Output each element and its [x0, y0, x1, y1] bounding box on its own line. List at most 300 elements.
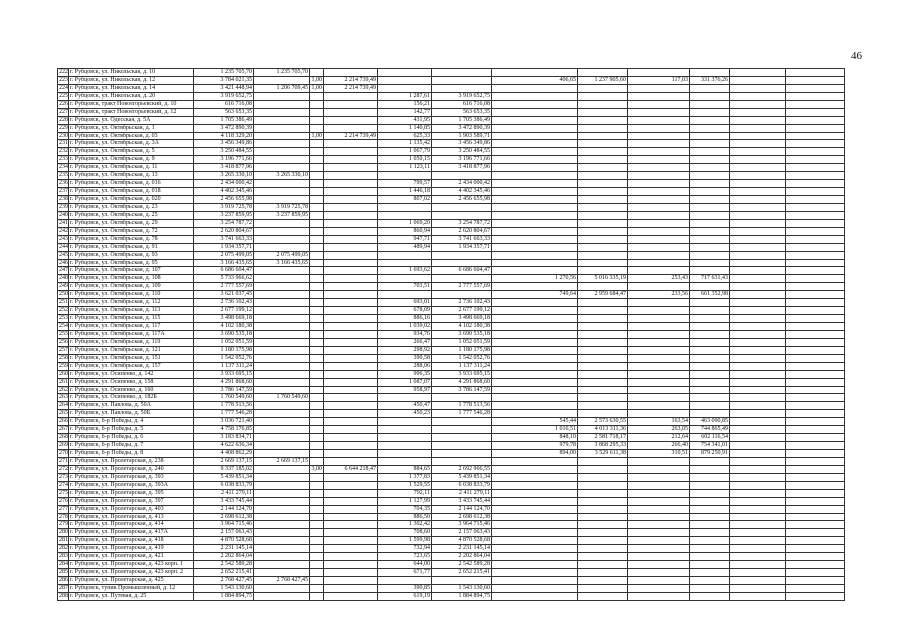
- value-cell: 212,64: [628, 434, 690, 442]
- value-cell: [324, 592, 378, 600]
- value-cell: [730, 457, 786, 465]
- value-cell: 3 237 859,95: [194, 211, 254, 219]
- address-cell: г. Рубцовск, ул. Октябрьская, д. 117: [69, 323, 194, 331]
- table-row: [58, 196, 845, 204]
- value-cell: 3 933 695,15: [432, 370, 492, 378]
- value-cell: [378, 172, 432, 180]
- row-number-cell: 256: [59, 338, 68, 345]
- table-row: [58, 378, 845, 386]
- empty-cell: [786, 172, 845, 180]
- address-cell: г. Рубцовск, ул. Октябрьская, д. 157: [69, 362, 194, 370]
- value-cell: [254, 450, 310, 458]
- value-cell: [492, 497, 578, 505]
- empty-cell: [786, 489, 845, 497]
- row-number-cell: 243: [59, 235, 68, 242]
- value-cell: 6 038 833,79: [432, 481, 492, 489]
- value-cell: [324, 362, 378, 370]
- address-cell: г. Рубцовск, тупик Промышленный, д. 12: [69, 584, 194, 592]
- value-cell: 3 433 745,44: [432, 497, 492, 505]
- empty-cell: [786, 394, 845, 402]
- value-cell: [310, 108, 324, 116]
- address-cell: г. Рубцовск, ул. Октябрьская, д. 5: [69, 148, 194, 156]
- value-cell: [578, 561, 628, 569]
- value-cell: [254, 529, 310, 537]
- value-cell: [310, 584, 324, 592]
- value-cell: 3 036 721,40: [194, 418, 254, 426]
- value-cell: [492, 164, 578, 172]
- value-cell: [690, 592, 730, 600]
- address-cell: г. Рубцовск, ул. Октябрьская, д. 03: [69, 132, 194, 140]
- value-cell: [730, 227, 786, 235]
- value-cell: 4 402 345,46: [432, 188, 492, 196]
- value-cell: [730, 577, 786, 585]
- value-cell: [578, 323, 628, 331]
- value-cell: 1 180 175,98: [194, 346, 254, 354]
- value-cell: [690, 267, 730, 275]
- empty-cell: [786, 196, 845, 204]
- row-number-cell: 275: [59, 489, 68, 496]
- value-cell: [254, 180, 310, 188]
- address-cell: г. Рубцовск, ул. Октябрьская, д. 13: [69, 172, 194, 180]
- value-cell: [730, 124, 786, 132]
- value-cell: [628, 243, 690, 251]
- value-cell: [730, 251, 786, 259]
- value-cell: 749,64: [492, 291, 578, 299]
- row-number-cell: 269: [59, 442, 68, 449]
- table-row: [58, 434, 845, 442]
- row-number-cell: 248: [59, 275, 68, 282]
- value-cell: [628, 315, 690, 323]
- value-cell: [628, 323, 690, 331]
- value-cell: [310, 481, 324, 489]
- empty-cell: [786, 76, 845, 84]
- table-row: [58, 267, 845, 275]
- value-cell: [310, 378, 324, 386]
- value-cell: 4 102 180,38: [432, 323, 492, 331]
- value-cell: 2 411 279,11: [432, 489, 492, 497]
- value-cell: [578, 203, 628, 211]
- value-cell: 996,35: [378, 370, 432, 378]
- value-cell: 1 127,99: [378, 497, 432, 505]
- value-cell: [628, 592, 690, 600]
- register-table: [57, 68, 845, 601]
- value-cell: [254, 497, 310, 505]
- value-cell: [730, 315, 786, 323]
- value-cell: [310, 338, 324, 346]
- value-cell: [690, 537, 730, 545]
- value-cell: [628, 497, 690, 505]
- value-cell: [324, 100, 378, 108]
- value-cell: [254, 132, 310, 140]
- value-cell: [628, 410, 690, 418]
- value-cell: 1 777 546,28: [194, 410, 254, 418]
- value-cell: 2 214 739,49: [324, 132, 378, 140]
- table-row: [58, 592, 845, 600]
- value-cell: [310, 370, 324, 378]
- value-cell: 3 621 037,45: [194, 291, 254, 299]
- value-cell: [730, 370, 786, 378]
- value-cell: [628, 505, 690, 513]
- value-cell: [690, 569, 730, 577]
- address-cell: г. Рубцовск, ул. Октябрьская, д. 78: [69, 235, 194, 243]
- table-row: [58, 108, 845, 116]
- value-cell: [730, 267, 786, 275]
- value-cell: [690, 465, 730, 473]
- value-cell: [324, 569, 378, 577]
- empty-cell: [786, 330, 845, 338]
- value-cell: 1 543 130,60: [432, 584, 492, 592]
- address-cell: г. Рубцовск, ул. Октябрьская, д. 1: [69, 124, 194, 132]
- row-number-cell: 229: [59, 124, 68, 131]
- address-cell: г. Рубцовск, ул. Пролетарская, д. 419: [69, 545, 194, 553]
- address-cell: г. Рубцовск, б-р Победы, д. 8: [69, 450, 194, 458]
- address-cell: г. Рубцовск, б-р Победы, д. 4: [69, 418, 194, 426]
- value-cell: [310, 211, 324, 219]
- value-cell: [690, 410, 730, 418]
- value-cell: [578, 299, 628, 307]
- table-row: [58, 497, 845, 505]
- table-row: [58, 346, 845, 354]
- value-cell: [730, 203, 786, 211]
- value-cell: [254, 267, 310, 275]
- address-cell: г. Рубцовск, ул. Пролетарская, д. 238: [69, 457, 194, 465]
- table-row: [58, 489, 845, 497]
- address-cell: г. Рубцовск, тракт Новоегорьевский, д. 12: [69, 108, 194, 116]
- empty-cell: [786, 251, 845, 259]
- value-cell: [628, 537, 690, 545]
- value-cell: [730, 418, 786, 426]
- empty-cell: [786, 69, 845, 77]
- value-cell: [628, 267, 690, 275]
- value-cell: [324, 481, 378, 489]
- empty-cell: [786, 227, 845, 235]
- value-cell: 3 183 834,71: [194, 434, 254, 442]
- value-cell: 2 202 864,04: [194, 553, 254, 561]
- row-number-cell: 245: [59, 251, 68, 258]
- address-cell: г. Рубцовск, ул. Октябрьская, д. 121: [69, 346, 194, 354]
- value-cell: [730, 354, 786, 362]
- value-cell: 2 768 427,45: [194, 577, 254, 585]
- value-cell: [578, 402, 628, 410]
- value-cell: [432, 434, 492, 442]
- value-cell: 886,16: [378, 315, 432, 323]
- empty-cell: [786, 362, 845, 370]
- value-cell: [492, 100, 578, 108]
- value-cell: 4 118 329,20: [194, 132, 254, 140]
- value-cell: [492, 140, 578, 148]
- value-cell: [324, 156, 378, 164]
- empty-cell: [786, 497, 845, 505]
- row-number-cell: 227: [59, 108, 68, 115]
- value-cell: [324, 180, 378, 188]
- value-cell: 1 067,79: [378, 148, 432, 156]
- value-cell: 2 542 589,28: [432, 561, 492, 569]
- empty-cell: [786, 299, 845, 307]
- value-cell: [578, 315, 628, 323]
- value-cell: [730, 402, 786, 410]
- value-cell: [730, 116, 786, 124]
- value-cell: [730, 362, 786, 370]
- empty-cell: [786, 148, 845, 156]
- row-number-cell: 230: [59, 132, 68, 139]
- address-cell: г. Рубцовск, ул. Пролетарская, д. 395: [69, 489, 194, 497]
- value-cell: [324, 92, 378, 100]
- value-cell: [492, 473, 578, 481]
- row-number-cell: 222: [59, 69, 68, 76]
- value-cell: 2 692 966,55: [432, 465, 492, 473]
- address-cell: г. Рубцовск, б-р Победы, д. 5: [69, 426, 194, 434]
- value-cell: [628, 330, 690, 338]
- row-number-cell: 247: [59, 267, 68, 274]
- value-cell: [578, 481, 628, 489]
- address-cell: г. Рубцовск, ул. Пролетарская, д. 418: [69, 537, 194, 545]
- value-cell: [492, 211, 578, 219]
- value-cell: [254, 505, 310, 513]
- value-cell: [324, 148, 378, 156]
- value-cell: [254, 140, 310, 148]
- value-cell: [324, 227, 378, 235]
- address-cell: г. Рубцовск, ул. Пролетарская, д. 423 корп. 2: [69, 569, 194, 577]
- value-cell: 2 959 684,47: [578, 291, 628, 299]
- value-cell: [254, 434, 310, 442]
- value-cell: 744 865,49: [690, 426, 730, 434]
- value-cell: [432, 577, 492, 585]
- value-cell: [254, 338, 310, 346]
- value-cell: [492, 132, 578, 140]
- value-cell: [324, 267, 378, 275]
- value-cell: 3 433 745,44: [194, 497, 254, 505]
- value-cell: [310, 283, 324, 291]
- value-cell: 894,00: [492, 450, 578, 458]
- value-cell: [578, 489, 628, 497]
- value-cell: [310, 164, 324, 172]
- value-cell: [492, 338, 578, 346]
- value-cell: [310, 124, 324, 132]
- value-cell: [324, 386, 378, 394]
- value-cell: [310, 561, 324, 569]
- value-cell: [578, 92, 628, 100]
- address-cell: г. Рубцовск, ул. Осипенко, д. 142: [69, 370, 194, 378]
- empty-cell: [786, 553, 845, 561]
- table-row: [58, 148, 845, 156]
- address-cell: г. Рубцовск, ул. Октябрьская, д. 29: [69, 219, 194, 227]
- value-cell: [492, 307, 578, 315]
- value-cell: [324, 577, 378, 585]
- value-cell: 1 016,51: [492, 426, 578, 434]
- value-cell: [578, 148, 628, 156]
- table-row: [58, 69, 845, 77]
- value-cell: [310, 315, 324, 323]
- value-cell: [324, 275, 378, 283]
- value-cell: [578, 235, 628, 243]
- value-cell: [628, 378, 690, 386]
- value-cell: [690, 473, 730, 481]
- value-cell: 1 777 546,28: [432, 410, 492, 418]
- value-cell: [730, 148, 786, 156]
- empty-cell: [786, 584, 845, 592]
- value-cell: [578, 513, 628, 521]
- value-cell: 1 693,62: [378, 267, 432, 275]
- value-cell: [432, 418, 492, 426]
- value-cell: 3 529 611,38: [578, 450, 628, 458]
- value-cell: [628, 473, 690, 481]
- value-cell: 3 472 890,39: [194, 124, 254, 132]
- value-cell: [254, 592, 310, 600]
- value-cell: 2 075 499,05: [254, 251, 310, 259]
- value-cell: [492, 386, 578, 394]
- value-cell: [492, 283, 578, 291]
- value-cell: [628, 156, 690, 164]
- address-cell: г. Рубцовск, ул. Октябрьская, д. 018: [69, 188, 194, 196]
- value-cell: [378, 442, 432, 450]
- value-cell: [492, 69, 578, 77]
- value-cell: [730, 386, 786, 394]
- value-cell: [578, 180, 628, 188]
- table-row: [58, 473, 845, 481]
- value-cell: [578, 164, 628, 172]
- value-cell: [310, 307, 324, 315]
- value-cell: [578, 553, 628, 561]
- address-cell: г. Рубцовск, ул. Октябрьская, д. 95: [69, 259, 194, 267]
- value-cell: 2 157 063,43: [432, 529, 492, 537]
- value-cell: [310, 521, 324, 529]
- value-cell: [254, 330, 310, 338]
- value-cell: [432, 69, 492, 77]
- value-cell: [628, 69, 690, 77]
- value-cell: [690, 457, 730, 465]
- value-cell: 3 456 349,86: [432, 140, 492, 148]
- table-row: [58, 251, 845, 259]
- value-cell: 1 543 130,60: [194, 584, 254, 592]
- row-number-cell: 267: [59, 426, 68, 433]
- address-cell: г. Рубцовск, ул. Пролетарская, д. 414: [69, 521, 194, 529]
- table-row: [58, 418, 845, 426]
- value-cell: [578, 370, 628, 378]
- value-cell: 2 542 589,28: [194, 561, 254, 569]
- value-cell: 3 919 652,75: [194, 92, 254, 100]
- value-cell: [492, 465, 578, 473]
- value-cell: [690, 346, 730, 354]
- value-cell: [578, 227, 628, 235]
- value-cell: 860,94: [378, 227, 432, 235]
- empty-cell: [786, 561, 845, 569]
- value-cell: [492, 354, 578, 362]
- value-cell: [628, 489, 690, 497]
- value-cell: [254, 561, 310, 569]
- value-cell: [690, 132, 730, 140]
- value-cell: [310, 577, 324, 585]
- value-cell: [310, 243, 324, 251]
- value-cell: [578, 378, 628, 386]
- row-number-cell: 260: [59, 370, 68, 377]
- row-number-cell: 287: [59, 584, 68, 591]
- value-cell: 3 741 663,33: [194, 235, 254, 243]
- value-cell: [310, 116, 324, 124]
- empty-cell: [786, 378, 845, 386]
- value-cell: [690, 156, 730, 164]
- value-cell: [690, 521, 730, 529]
- value-cell: 3 868 295,33: [578, 442, 628, 450]
- row-number-cell: 232: [59, 148, 68, 155]
- value-cell: [628, 124, 690, 132]
- value-cell: [492, 394, 578, 402]
- value-cell: [492, 569, 578, 577]
- value-cell: [628, 386, 690, 394]
- value-cell: 1 052 051,59: [194, 338, 254, 346]
- empty-cell: [786, 164, 845, 172]
- value-cell: 1 934 357,71: [432, 243, 492, 251]
- value-cell: [432, 251, 492, 259]
- value-cell: [378, 394, 432, 402]
- value-cell: 879 250,91: [690, 450, 730, 458]
- value-cell: 563 653,35: [432, 108, 492, 116]
- value-cell: 2 411 279,11: [194, 489, 254, 497]
- row-number-cell: 246: [59, 259, 68, 266]
- value-cell: [690, 299, 730, 307]
- value-cell: 3 421 448,94: [194, 84, 254, 92]
- value-cell: [324, 188, 378, 196]
- value-cell: 1 069,20: [378, 219, 432, 227]
- value-cell: 1 206 709,45: [254, 84, 310, 92]
- value-cell: 3 265 330,10: [194, 172, 254, 180]
- value-cell: 4 622 636,34: [194, 442, 254, 450]
- value-cell: 5 733 966,62: [194, 275, 254, 283]
- value-cell: [324, 394, 378, 402]
- value-cell: [730, 188, 786, 196]
- value-cell: 602 116,54: [690, 434, 730, 442]
- value-cell: 1 052 051,59: [432, 338, 492, 346]
- value-cell: [254, 489, 310, 497]
- value-cell: [690, 529, 730, 537]
- value-cell: [254, 188, 310, 196]
- value-cell: [324, 370, 378, 378]
- value-cell: [628, 529, 690, 537]
- value-cell: [324, 418, 378, 426]
- value-cell: [578, 386, 628, 394]
- value-cell: [310, 402, 324, 410]
- value-cell: [310, 100, 324, 108]
- value-cell: [578, 116, 628, 124]
- value-cell: [378, 426, 432, 434]
- value-cell: [310, 434, 324, 442]
- value-cell: 886,50: [378, 513, 432, 521]
- address-cell: г. Рубцовск, ул. Октябрьская, д. 112: [69, 299, 194, 307]
- address-cell: г. Рубцовск, ул. Октябрьская, д. 151: [69, 354, 194, 362]
- value-cell: [730, 172, 786, 180]
- value-cell: [378, 203, 432, 211]
- table-row: [58, 521, 845, 529]
- value-cell: [578, 69, 628, 77]
- value-cell: [578, 140, 628, 148]
- value-cell: [432, 394, 492, 402]
- value-cell: 3 254 787,72: [194, 219, 254, 227]
- value-cell: [492, 346, 578, 354]
- value-cell: [324, 553, 378, 561]
- value-cell: 2 434 000,42: [432, 180, 492, 188]
- value-cell: [254, 116, 310, 124]
- row-number-cell: 233: [59, 156, 68, 163]
- value-cell: [254, 346, 310, 354]
- row-number-cell: 258: [59, 354, 68, 361]
- value-cell: [492, 299, 578, 307]
- table-row: [58, 100, 845, 108]
- value-cell: [578, 172, 628, 180]
- value-cell: [730, 164, 786, 172]
- value-cell: 2 777 557,69: [194, 283, 254, 291]
- value-cell: [628, 148, 690, 156]
- value-cell: 3 254 787,72: [432, 219, 492, 227]
- value-cell: 2 214 739,49: [324, 84, 378, 92]
